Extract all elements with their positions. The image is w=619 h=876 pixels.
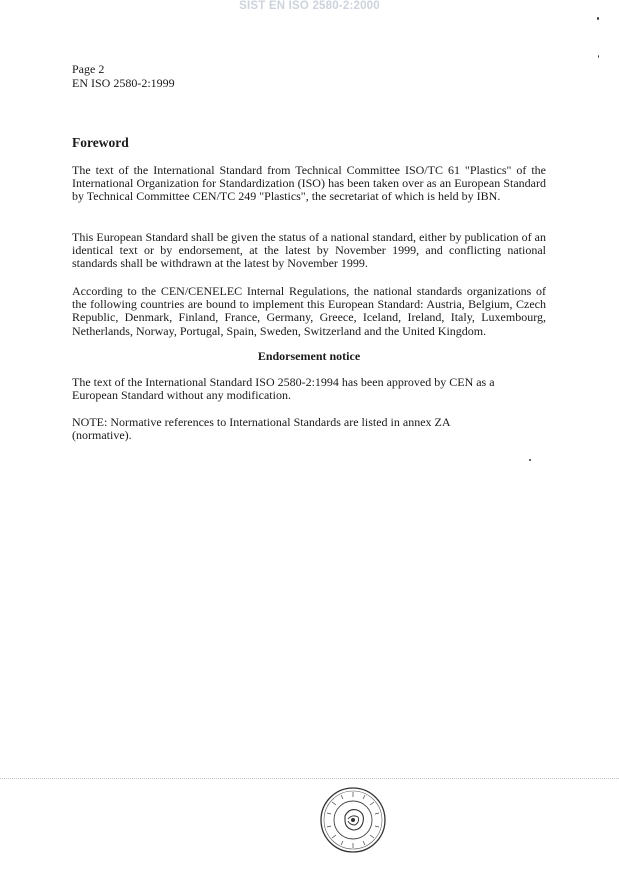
foreword-heading: Foreword	[72, 135, 129, 150]
scan-speck	[597, 17, 599, 20]
page-header	[72, 62, 175, 90]
endorsement-heading: Endorsement notice	[257, 349, 361, 363]
endorsement-text: The text of the International Standard ISO 2580-2:1994 has been approved by CEN as a European Standard without any modification.	[72, 375, 495, 403]
foreword-paragraph-3: According to the CEN/CENELEC Internal Regulations, the national standards organizations of the following countries are bound to implement this European Standard: Austria, Belgium, Czech Republic, Denmark, Finland, France, Germany, Greece, Iceland, Ireland, Italy, Luxembourg, Netherlands, Norway, Portugal, Spain, Sweden, Switzerland and the United Kingdom.	[72, 284, 546, 338]
watermark: SIST EN ISO 2580-2:2000	[239, 0, 380, 12]
page-divider	[0, 778, 619, 779]
scan-speck	[529, 459, 531, 461]
document-id: EN ISO 2580-2:1999	[72, 76, 175, 90]
foreword-paragraph-2: This European Standard shall be given the status of a national standard, either by publication of an identical text or by endorsement, at the latest by November 1999, and conflicting national standards shall be withdrawn at the latest by November 1999.	[72, 230, 546, 271]
scan-speck	[598, 55, 599, 58]
official-seal-icon	[319, 786, 387, 854]
normative-note: NOTE: Normative references to International Standards are listed in annex ZA (normative).	[72, 415, 450, 443]
page-number: Page 2	[72, 62, 105, 76]
foreword-paragraph-1: The text of the International Standard from Technical Committee ISO/TC 61 "Plastics" of the International Organization for Standardization (ISO) has been taken over as an European Standard by Technical Committee CEN/TC 249 "Plastics", the secretariat of which is held by IBN.	[72, 163, 546, 204]
